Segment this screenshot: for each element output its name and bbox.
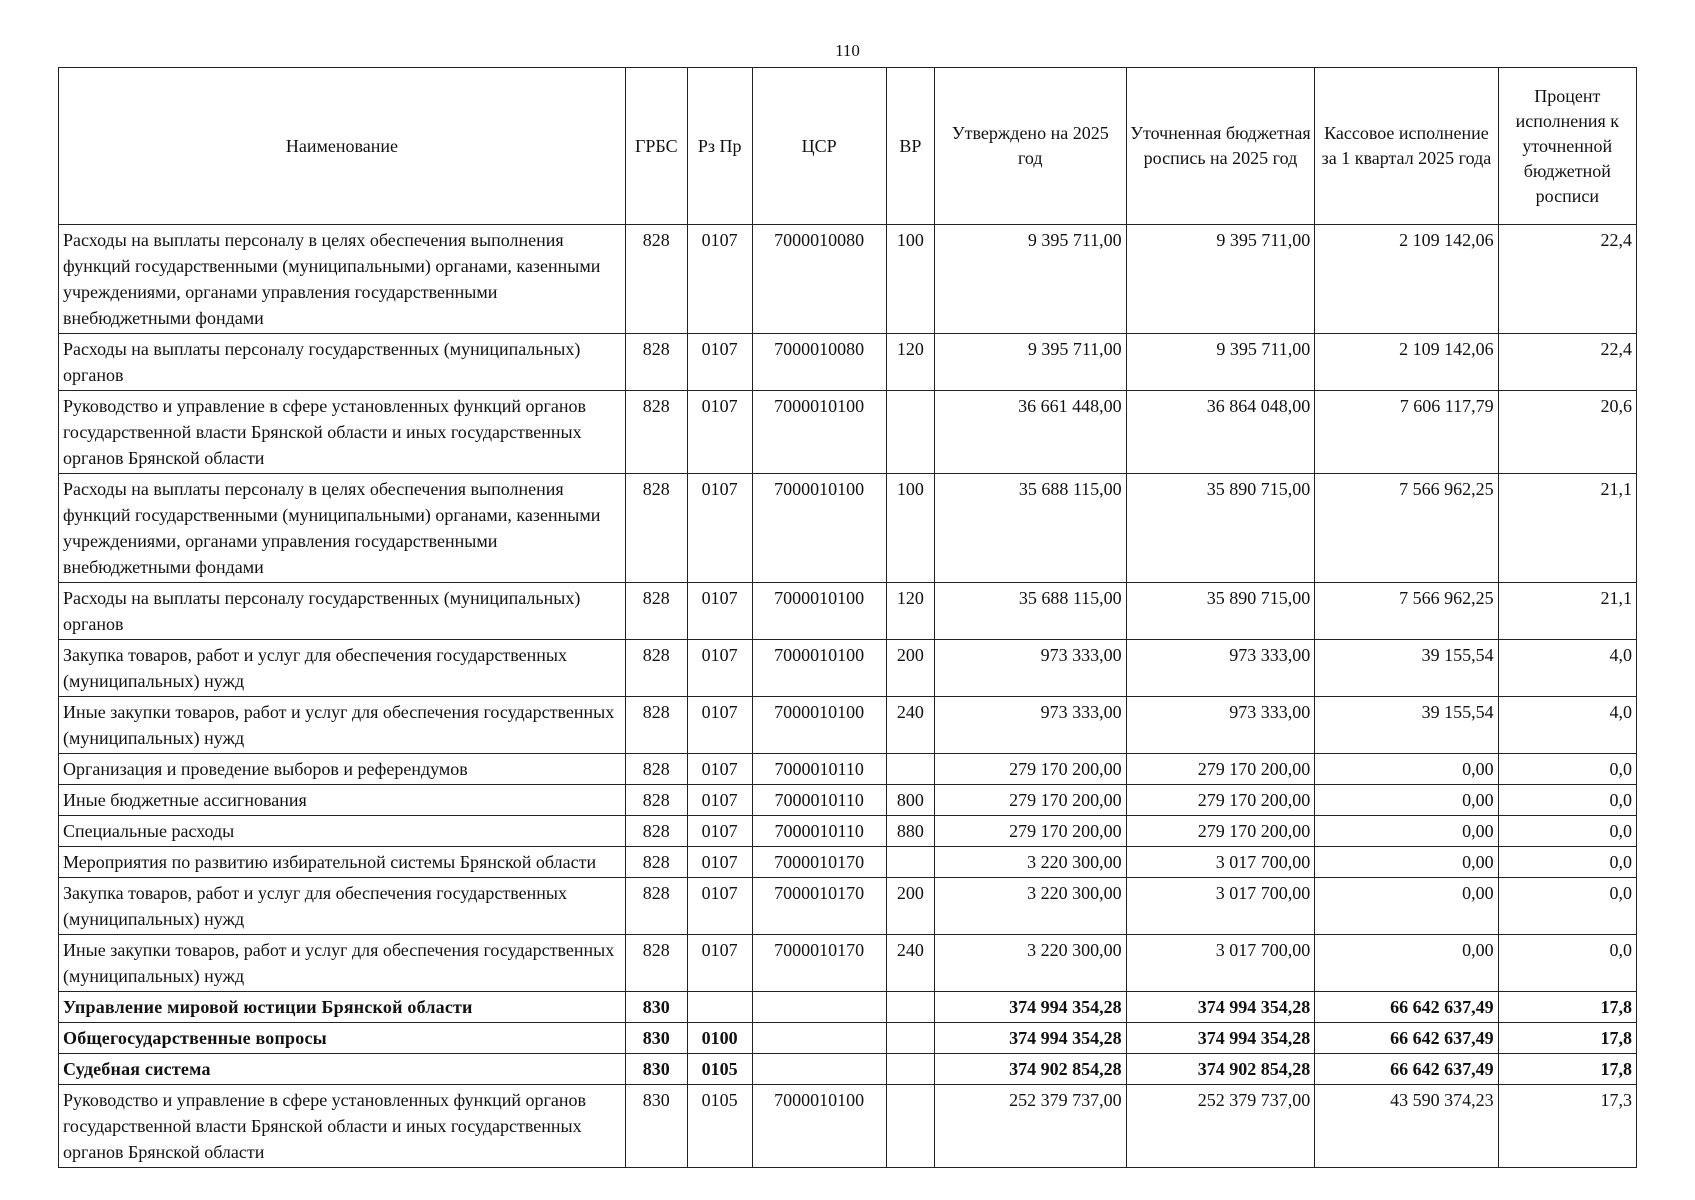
cell-name: Организация и проведение выборов и референдумов — [59, 754, 626, 785]
header-refined: Уточненная бюджетная роспись на 2025 год — [1126, 68, 1315, 225]
header-vr: ВР — [886, 68, 934, 225]
cell-rzpr: 0107 — [687, 225, 752, 334]
cell-csr: 7000010110 — [752, 754, 886, 785]
cell-cash: 66 642 637,49 — [1315, 1054, 1498, 1085]
cell-cash: 0,00 — [1315, 785, 1498, 816]
cell-csr: 7000010080 — [752, 334, 886, 391]
cell-refined: 279 170 200,00 — [1126, 754, 1315, 785]
cell-cash: 66 642 637,49 — [1315, 992, 1498, 1023]
cell-rzpr: 0100 — [687, 1023, 752, 1054]
table-row — [59, 1054, 1637, 1085]
cell-cash: 7 566 962,25 — [1315, 583, 1498, 640]
cell-csr: 7000010110 — [752, 785, 886, 816]
cell-approved: 374 902 854,28 — [934, 1054, 1126, 1085]
table-row — [59, 992, 1637, 1023]
cell-vr — [886, 1085, 934, 1168]
cell-percent: 22,4 — [1498, 225, 1636, 334]
cell-rzpr: 0107 — [687, 754, 752, 785]
table-row — [59, 474, 1637, 583]
cell-name: Расходы на выплаты персоналу государственных (муниципальных) органов — [59, 334, 626, 391]
cell-approved: 279 170 200,00 — [934, 816, 1126, 847]
cell-name: Закупка товаров, работ и услуг для обеспечения государственных (муниципальных) нужд — [59, 640, 626, 697]
cell-vr: 200 — [886, 878, 934, 935]
header-csr: ЦСР — [752, 68, 886, 225]
cell-grbs: 828 — [625, 816, 687, 847]
cell-name: Иные закупки товаров, работ и услуг для обеспечения государственных (муниципальных) нужд — [59, 697, 626, 754]
cell-rzpr: 0107 — [687, 334, 752, 391]
cell-approved: 35 688 115,00 — [934, 583, 1126, 640]
cell-csr: 7000010100 — [752, 640, 886, 697]
cell-vr — [886, 754, 934, 785]
cell-approved: 35 688 115,00 — [934, 474, 1126, 583]
cell-vr: 120 — [886, 583, 934, 640]
cell-vr — [886, 1023, 934, 1054]
cell-grbs: 828 — [625, 225, 687, 334]
header-percent: Процент исполнения к уточненной бюджетной росписи — [1498, 68, 1636, 225]
cell-refined: 374 902 854,28 — [1126, 1054, 1315, 1085]
cell-grbs: 828 — [625, 640, 687, 697]
header-name: Наименование — [59, 68, 626, 225]
cell-name: Иные бюджетные ассигнования — [59, 785, 626, 816]
cell-percent: 4,0 — [1498, 640, 1636, 697]
cell-vr: 880 — [886, 816, 934, 847]
cell-percent: 17,3 — [1498, 1085, 1636, 1168]
cell-name: Расходы на выплаты персоналу в целях обеспечения выполнения функций государственными (муниципальными) органами, казенными учреждениями, органами управления государственными внебюджетными фондами — [59, 474, 626, 583]
cell-refined: 279 170 200,00 — [1126, 785, 1315, 816]
cell-approved: 252 379 737,00 — [934, 1085, 1126, 1168]
table-row — [59, 935, 1637, 992]
cell-percent: 0,0 — [1498, 935, 1636, 992]
cell-approved: 279 170 200,00 — [934, 785, 1126, 816]
cell-refined: 3 017 700,00 — [1126, 935, 1315, 992]
cell-vr: 800 — [886, 785, 934, 816]
table-row — [59, 1085, 1637, 1168]
cell-rzpr: 0107 — [687, 583, 752, 640]
cell-cash: 43 590 374,23 — [1315, 1085, 1498, 1168]
cell-refined: 252 379 737,00 — [1126, 1085, 1315, 1168]
cell-approved: 374 994 354,28 — [934, 992, 1126, 1023]
cell-refined: 3 017 700,00 — [1126, 847, 1315, 878]
cell-csr: 7000010170 — [752, 878, 886, 935]
cell-refined: 973 333,00 — [1126, 697, 1315, 754]
cell-vr — [886, 391, 934, 474]
cell-csr: 7000010170 — [752, 847, 886, 878]
cell-cash: 0,00 — [1315, 878, 1498, 935]
cell-grbs: 828 — [625, 474, 687, 583]
cell-grbs: 828 — [625, 391, 687, 474]
table-row — [59, 878, 1637, 935]
cell-rzpr: 0107 — [687, 847, 752, 878]
cell-grbs: 830 — [625, 992, 687, 1023]
cell-percent: 21,1 — [1498, 583, 1636, 640]
cell-cash: 0,00 — [1315, 847, 1498, 878]
cell-cash: 39 155,54 — [1315, 697, 1498, 754]
cell-percent: 17,8 — [1498, 1054, 1636, 1085]
cell-refined: 279 170 200,00 — [1126, 816, 1315, 847]
cell-percent: 17,8 — [1498, 1023, 1636, 1054]
table-row — [59, 1023, 1637, 1054]
cell-name: Расходы на выплаты персоналу в целях обеспечения выполнения функций государственными (муниципальными) органами, казенными учреждениями, органами управления государственными внебюджетными фондами — [59, 225, 626, 334]
table-row — [59, 640, 1637, 697]
cell-cash: 7 606 117,79 — [1315, 391, 1498, 474]
cell-percent: 4,0 — [1498, 697, 1636, 754]
cell-vr — [886, 992, 934, 1023]
cell-approved: 9 395 711,00 — [934, 225, 1126, 334]
cell-percent: 17,8 — [1498, 992, 1636, 1023]
cell-rzpr: 0107 — [687, 697, 752, 754]
table-row — [59, 334, 1637, 391]
cell-name: Закупка товаров, работ и услуг для обеспечения государственных (муниципальных) нужд — [59, 878, 626, 935]
cell-csr — [752, 1023, 886, 1054]
cell-cash: 7 566 962,25 — [1315, 474, 1498, 583]
table-row — [59, 583, 1637, 640]
cell-csr — [752, 992, 886, 1023]
table-header-row — [59, 68, 1637, 225]
cell-refined: 374 994 354,28 — [1126, 992, 1315, 1023]
cell-vr: 240 — [886, 935, 934, 992]
cell-approved: 3 220 300,00 — [934, 935, 1126, 992]
cell-cash: 0,00 — [1315, 935, 1498, 992]
cell-csr: 7000010100 — [752, 697, 886, 754]
cell-rzpr: 0105 — [687, 1054, 752, 1085]
cell-vr: 100 — [886, 225, 934, 334]
cell-cash: 2 109 142,06 — [1315, 225, 1498, 334]
cell-rzpr: 0107 — [687, 391, 752, 474]
cell-cash: 2 109 142,06 — [1315, 334, 1498, 391]
table-row — [59, 847, 1637, 878]
cell-cash: 39 155,54 — [1315, 640, 1498, 697]
cell-approved: 3 220 300,00 — [934, 847, 1126, 878]
header-approved: Утверждено на 2025 год — [934, 68, 1126, 225]
cell-grbs: 830 — [625, 1085, 687, 1168]
cell-percent: 0,0 — [1498, 816, 1636, 847]
cell-percent: 0,0 — [1498, 754, 1636, 785]
cell-grbs: 828 — [625, 334, 687, 391]
cell-csr: 7000010080 — [752, 225, 886, 334]
page-number: 110 — [835, 41, 860, 60]
cell-approved: 3 220 300,00 — [934, 878, 1126, 935]
cell-grbs: 830 — [625, 1054, 687, 1085]
cell-name: Общегосударственные вопросы — [59, 1023, 626, 1054]
cell-vr: 240 — [886, 697, 934, 754]
cell-vr: 120 — [886, 334, 934, 391]
cell-rzpr: 0107 — [687, 640, 752, 697]
cell-csr: 7000010100 — [752, 583, 886, 640]
table-body — [59, 225, 1637, 1168]
cell-refined: 9 395 711,00 — [1126, 334, 1315, 391]
cell-percent: 22,4 — [1498, 334, 1636, 391]
cell-approved: 36 661 448,00 — [934, 391, 1126, 474]
cell-refined: 35 890 715,00 — [1126, 583, 1315, 640]
cell-percent: 0,0 — [1498, 785, 1636, 816]
cell-vr — [886, 847, 934, 878]
header-grbs: ГРБС — [625, 68, 687, 225]
cell-percent: 21,1 — [1498, 474, 1636, 583]
cell-percent: 20,6 — [1498, 391, 1636, 474]
cell-csr — [752, 1054, 886, 1085]
cell-cash: 0,00 — [1315, 816, 1498, 847]
cell-refined: 3 017 700,00 — [1126, 878, 1315, 935]
cell-rzpr: 0105 — [687, 1085, 752, 1168]
cell-name: Судебная система — [59, 1054, 626, 1085]
cell-refined: 35 890 715,00 — [1126, 474, 1315, 583]
budget-execution-table — [58, 67, 1637, 1168]
table-row — [59, 391, 1637, 474]
cell-grbs: 828 — [625, 878, 687, 935]
cell-rzpr: 0107 — [687, 935, 752, 992]
header-rzpr: Рз Пр — [687, 68, 752, 225]
cell-name: Расходы на выплаты персоналу государственных (муниципальных) органов — [59, 583, 626, 640]
cell-cash: 0,00 — [1315, 754, 1498, 785]
cell-csr: 7000010100 — [752, 474, 886, 583]
cell-refined: 36 864 048,00 — [1126, 391, 1315, 474]
cell-approved: 973 333,00 — [934, 697, 1126, 754]
table-row — [59, 225, 1637, 334]
cell-name: Иные закупки товаров, работ и услуг для обеспечения государственных (муниципальных) нужд — [59, 935, 626, 992]
cell-grbs: 830 — [625, 1023, 687, 1054]
cell-percent: 0,0 — [1498, 878, 1636, 935]
cell-name: Мероприятия по развитию избирательной системы Брянской области — [59, 847, 626, 878]
cell-refined: 973 333,00 — [1126, 640, 1315, 697]
table-row — [59, 816, 1637, 847]
cell-vr — [886, 1054, 934, 1085]
cell-approved: 9 395 711,00 — [934, 334, 1126, 391]
cell-vr: 200 — [886, 640, 934, 697]
cell-rzpr: 0107 — [687, 878, 752, 935]
table-row — [59, 785, 1637, 816]
cell-rzpr: 0107 — [687, 816, 752, 847]
table-row — [59, 754, 1637, 785]
cell-grbs: 828 — [625, 935, 687, 992]
cell-rzpr — [687, 992, 752, 1023]
cell-approved: 973 333,00 — [934, 640, 1126, 697]
cell-refined: 9 395 711,00 — [1126, 225, 1315, 334]
cell-approved: 279 170 200,00 — [934, 754, 1126, 785]
cell-grbs: 828 — [625, 847, 687, 878]
cell-csr: 7000010100 — [752, 1085, 886, 1168]
cell-grbs: 828 — [625, 697, 687, 754]
cell-csr: 7000010170 — [752, 935, 886, 992]
cell-grbs: 828 — [625, 785, 687, 816]
table-row — [59, 697, 1637, 754]
cell-name: Руководство и управление в сфере установленных функций органов государственной власти Брянской области и иных государственных органов Брянской области — [59, 1085, 626, 1168]
cell-name: Руководство и управление в сфере установленных функций органов государственной власти Брянской области и иных государственных органов Брянской области — [59, 391, 626, 474]
cell-percent: 0,0 — [1498, 847, 1636, 878]
cell-csr: 7000010100 — [752, 391, 886, 474]
cell-rzpr: 0107 — [687, 474, 752, 583]
cell-cash: 66 642 637,49 — [1315, 1023, 1498, 1054]
cell-grbs: 828 — [625, 754, 687, 785]
cell-name: Специальные расходы — [59, 816, 626, 847]
header-cash: Кассовое исполнение за 1 квартал 2025 года — [1315, 68, 1498, 225]
cell-approved: 374 994 354,28 — [934, 1023, 1126, 1054]
cell-csr: 7000010110 — [752, 816, 886, 847]
cell-name: Управление мировой юстиции Брянской области — [59, 992, 626, 1023]
cell-refined: 374 994 354,28 — [1126, 1023, 1315, 1054]
cell-grbs: 828 — [625, 583, 687, 640]
cell-rzpr: 0107 — [687, 785, 752, 816]
cell-vr: 100 — [886, 474, 934, 583]
